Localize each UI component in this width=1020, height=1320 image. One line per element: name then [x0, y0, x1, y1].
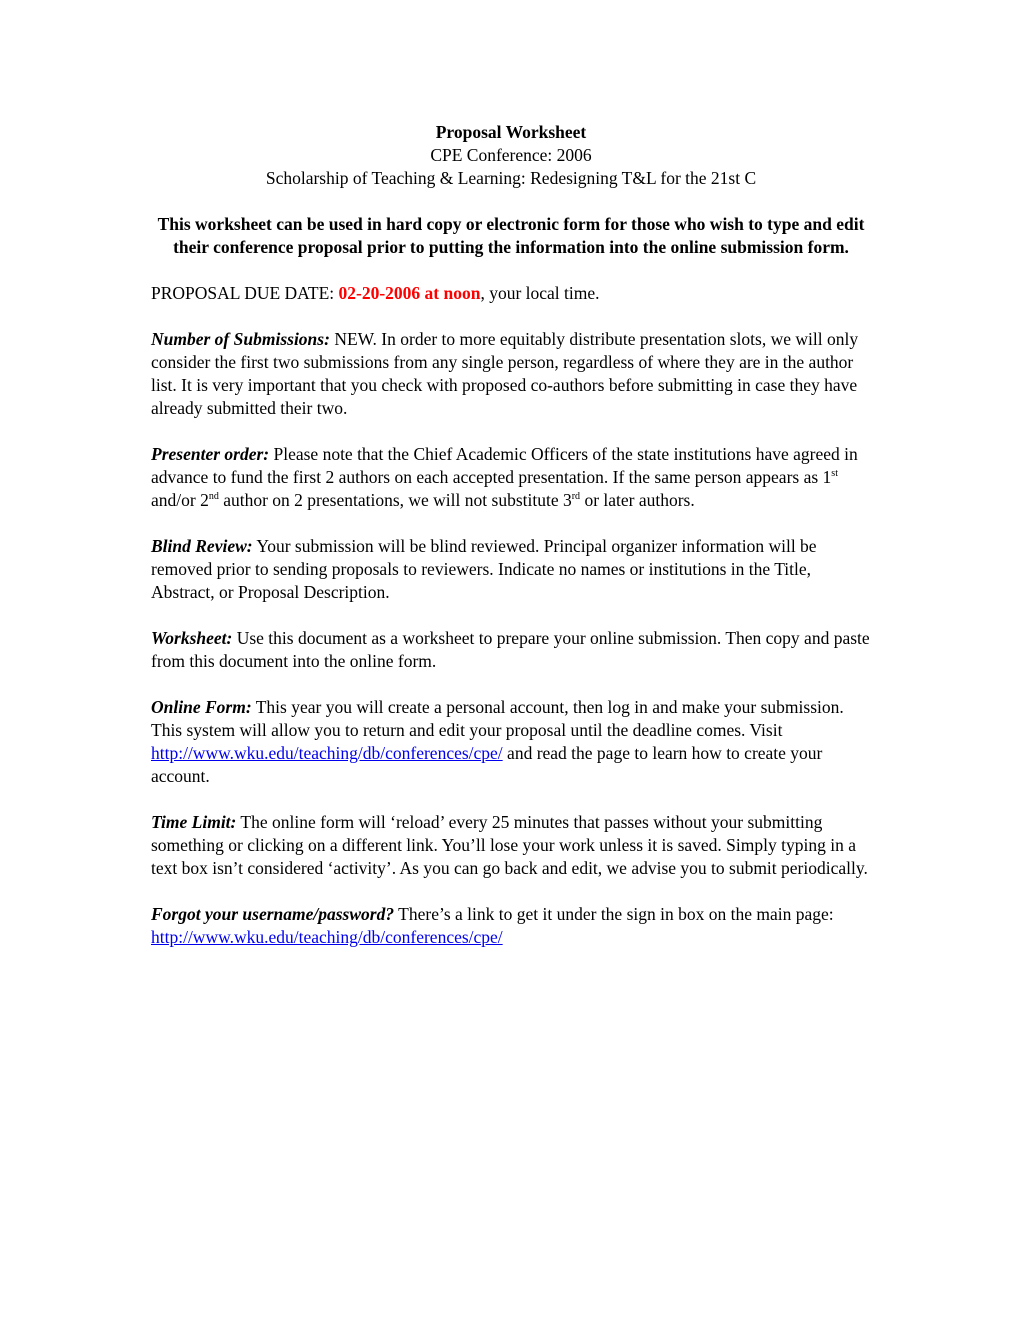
- time-limit-text: The online form will ‘reload’ every 25 minutes that passes without your submitting something or clicking on a different link. You’ll lose your work unless it is saved. Simply typing in a text box isn’t considered ‘activity’. As you can go back and edit, we advise you to submit periodically.: [151, 812, 868, 878]
- due-date-suffix: , your local time.: [480, 283, 600, 303]
- conference-theme: Scholarship of Teaching & Learning: Redesigning T&L for the 21st C: [265, 168, 757, 188]
- blind-review-paragraph: [151, 535, 871, 604]
- presenter-order-label: Presenter order:: [151, 444, 270, 464]
- presenter-text-1: Please note that the Chief Academic Officers of the state institutions have agreed in advance to fund the first 2 authors on each accepted presentation. If the same person appears as 1: [151, 444, 858, 487]
- blind-review-label: Blind Review:: [151, 536, 253, 556]
- ordinal-nd: nd: [208, 491, 219, 502]
- conference-name: CPE Conference: 2006: [430, 145, 592, 165]
- main-page-link[interactable]: http://www.wku.edu/teaching/db/conferences/cpe/: [151, 927, 503, 947]
- forgot-password-paragraph: [151, 903, 871, 949]
- intro-paragraph: This worksheet can be used in hard copy or electronic form for those who wish to type and edit their conference proposal prior to putting the information into the online submission form.: [157, 214, 865, 257]
- due-date-value: 02-20-2006 at noon: [338, 283, 481, 303]
- forgot-password-text: There’s a link to get it under the sign in box on the main page:: [394, 904, 834, 924]
- time-limit-label: Time Limit:: [151, 812, 237, 832]
- submissions-label: Number of Submissions:: [151, 329, 330, 349]
- presenter-text-4: or later authors.: [580, 490, 695, 510]
- online-form-text-2: and read the page to learn how to create your account.: [151, 743, 823, 786]
- blind-review-text: Your submission will be blind reviewed. Principal organizer information will be removed prior to sending proposals to reviewers. Indicate no names or institutions in the Title, Abstract, or Proposal Description.: [151, 536, 817, 602]
- presenter-text-2: and/or 2: [151, 490, 209, 510]
- ordinal-rd: rd: [571, 491, 581, 502]
- presenter-text-3: author on 2 presentations, we will not substitute 3: [218, 490, 572, 510]
- presenter-order-paragraph: [151, 443, 871, 512]
- conference-link[interactable]: http://www.wku.edu/teaching/db/conferences/cpe/: [151, 743, 503, 763]
- online-form-text-1: This year you will create a personal account, then log in and make your submission. This system will allow you to return and edit your proposal until the deadline comes. Visit: [151, 697, 844, 740]
- online-form-label: Online Form:: [151, 697, 252, 717]
- ordinal-st: st: [831, 468, 838, 479]
- document-title: Proposal Worksheet: [435, 122, 587, 142]
- due-date-paragraph: [151, 282, 871, 305]
- online-form-paragraph: [151, 696, 871, 788]
- worksheet-label: Worksheet:: [151, 628, 233, 648]
- submissions-paragraph: [151, 328, 871, 420]
- submissions-text: NEW. In order to more equitably distribute presentation slots, we will only consider the first two submissions from any single person, regardless of where they are in the author list. It is very important that you check with proposed co-authors before submitting in case they have already submitted their two.: [151, 329, 859, 418]
- due-date-label: PROPOSAL DUE DATE:: [151, 283, 339, 303]
- forgot-password-label: Forgot your username/password?: [151, 904, 395, 924]
- time-limit-paragraph: [151, 811, 871, 880]
- document-page: [151, 121, 871, 949]
- worksheet-paragraph: [151, 627, 871, 673]
- worksheet-text: Use this document as a worksheet to prepare your online submission. Then copy and paste from this document into the online form.: [151, 628, 870, 671]
